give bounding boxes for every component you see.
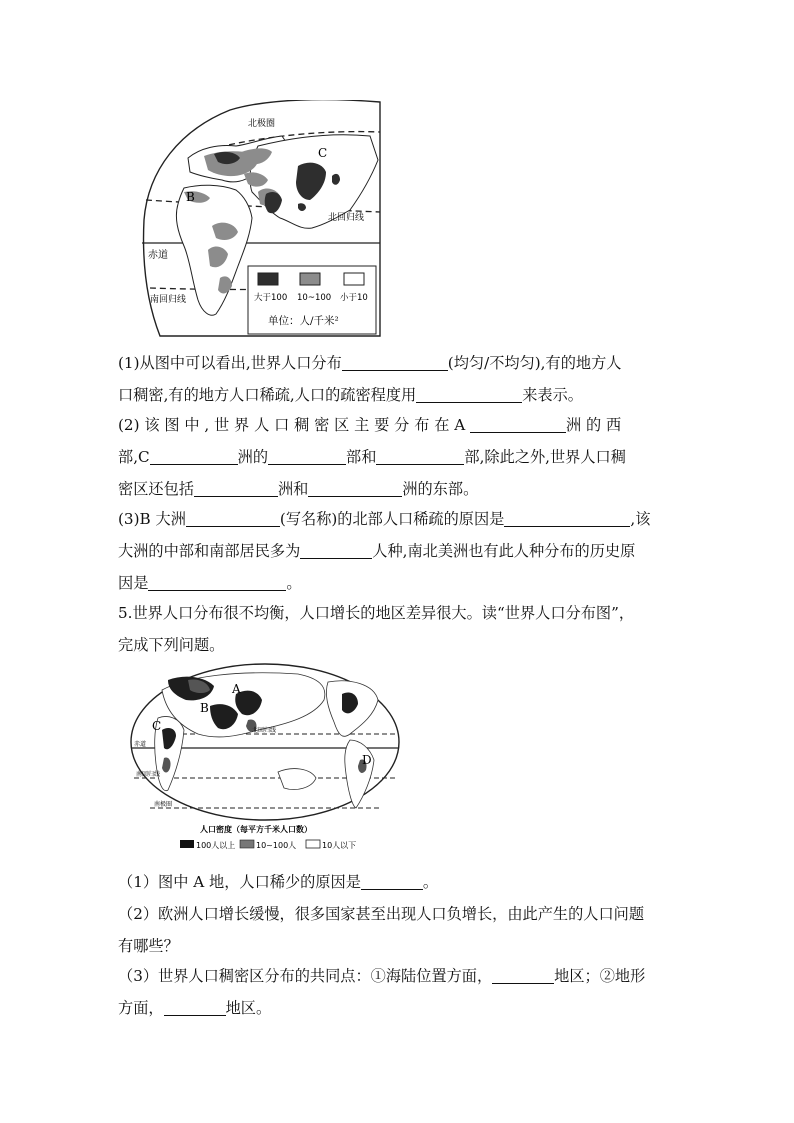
- q4-blank-region-2[interactable]: [376, 447, 464, 465]
- q4-part2-text-i: 洲的东部。: [402, 480, 479, 498]
- label-arctic-circle: 北极圈: [248, 119, 276, 129]
- map2-legend-swatch-low: [306, 840, 320, 848]
- map2-label-d: D: [362, 753, 372, 767]
- q4-blank-region-1[interactable]: [268, 447, 346, 465]
- q4-blank-density-measure[interactable]: [416, 385, 522, 403]
- q4-part1-text-c: 口稠密,有的地方人口稀疏,人口的疏密程度用: [118, 386, 417, 404]
- q4-part2: [118, 409, 678, 505]
- map1-legend: [248, 266, 376, 334]
- q5-part3-text-b: 地区；②地形: [554, 967, 646, 985]
- q5-blank-terrain[interactable]: [164, 998, 226, 1016]
- q4-part2-text-d: 洲的: [237, 448, 269, 466]
- q4-blank-dense-continent-2[interactable]: [308, 479, 402, 497]
- q4-blank-continent-b[interactable]: [186, 509, 280, 527]
- q5-part1-text-b: 。: [422, 873, 439, 891]
- label-point-b: B: [186, 190, 195, 204]
- q4-part2-text-f: 部,除此之外,世界人口稠: [464, 448, 626, 466]
- q5-part1-text-a: （1）图中 A 地，人口稀少的原因是: [118, 873, 361, 891]
- q5-part2-text-a: （2）欧洲人口增长缓慢，很多国家甚至出现人口负增长，由此产生的人口问题: [118, 905, 645, 923]
- q4-part3-text-e: 人种,南北美洲也有此人种分布的历史原: [372, 542, 636, 560]
- q4-part3-text-b: (写名称)的北部人口稀疏的原因是: [279, 510, 505, 528]
- q4-blank-sparse-reason[interactable]: [504, 509, 630, 527]
- label-tropic-capricorn: 南回归线: [150, 295, 187, 305]
- q5-part3-text-a: （3）世界人口稠密区分布的共同点：①海陆位置方面，: [118, 967, 493, 985]
- label-equator: 赤道: [148, 250, 168, 261]
- q5-part3-text-c: 方面，: [118, 999, 164, 1017]
- q5-part3: [118, 960, 678, 1024]
- q4-part1: [118, 347, 678, 411]
- map2-label-tropic-capricorn: 南回归线: [136, 771, 161, 778]
- q4-blank-race[interactable]: [300, 541, 372, 559]
- q4-part2-text-g: 密区还包括: [118, 480, 194, 498]
- map2-label-antarctic: 南极圈: [154, 801, 173, 808]
- q4-blank-dense-continent-1[interactable]: [194, 479, 278, 497]
- q4-part3-text-a: (3)B 大洲: [118, 510, 186, 528]
- q4-part1-text-a: (1)从图中可以看出,世界人口分布: [118, 354, 342, 372]
- q5-part2: [118, 898, 678, 962]
- q4-blank-continent-a[interactable]: [470, 415, 566, 433]
- map2-legend-swatch-high: [180, 840, 194, 848]
- q4-part3: [118, 503, 678, 599]
- map2-legend-item-high: 100人以上: [196, 841, 236, 850]
- q4-part3-text-d: 大洲的中部和南部居民多为: [118, 542, 301, 560]
- population-map-eurasia: [140, 100, 382, 338]
- q4-blank-distribution[interactable]: [342, 353, 448, 371]
- q5-blank-sea-land[interactable]: [492, 966, 554, 984]
- legend-item-high: 大于100: [254, 293, 288, 303]
- map2-label-tropic-cancer: 北回归线: [252, 727, 277, 734]
- map2-legend-swatch-medium: [240, 840, 254, 848]
- label-point-c: C: [318, 146, 328, 160]
- q5-part2-text-b: 有哪些？: [118, 937, 179, 955]
- map2-legend-title: 人口密度（每平方千米人口数）: [200, 825, 312, 834]
- q5-part3-text-d: 地区。: [225, 999, 272, 1017]
- q5-part1: [118, 866, 678, 898]
- legend-item-low: 小于10: [340, 293, 368, 303]
- q4-part2-text-h: 洲和: [277, 480, 309, 498]
- q5-stem-line1: 5.世界人口分布很不均衡，人口增长的地区差异很大。读“世界人口分布图”，: [118, 604, 635, 622]
- q4-part2-text-b: 洲 的 西: [566, 416, 622, 434]
- q4-part2-text-e: 部和: [346, 448, 377, 466]
- legend-swatch-high: [258, 273, 278, 285]
- q4-part1-text-b: (均匀/不均匀),有的地方人: [447, 354, 622, 372]
- legend-unit: 单位：人/千米²: [268, 315, 339, 327]
- map2-label-c: C: [152, 719, 162, 733]
- q5-stem: [118, 597, 678, 661]
- q4-part1-text-d: 来表示。: [522, 386, 583, 404]
- world-population-map: [128, 660, 403, 860]
- map2-label-equator: 赤道: [134, 741, 147, 748]
- map2-legend-item-low: 10人以下: [322, 841, 357, 850]
- legend-item-medium: 10~100: [297, 293, 332, 303]
- q4-part3-text-c: ,该: [630, 510, 651, 528]
- q4-part2-text-c: 部,C: [118, 448, 150, 466]
- q4-part2-text-a: (2) 该 图 中 , 世 界 人 口 稠 密 区 主 要 分 布 在 A: [118, 416, 466, 434]
- q5-blank-reason-a[interactable]: [361, 872, 423, 890]
- map2-label-a: A: [232, 682, 241, 696]
- q4-blank-history-reason[interactable]: [148, 573, 286, 591]
- legend-swatch-low: [344, 273, 364, 285]
- q4-part3-text-g: 。: [286, 574, 302, 592]
- q5-stem-line2: 完成下列问题。: [118, 636, 225, 654]
- legend-swatch-medium: [300, 273, 320, 285]
- q4-part3-text-f: 因是: [118, 574, 149, 592]
- map2-legend-item-medium: 10~100人: [256, 841, 297, 850]
- label-tropic-cancer: 北回归线: [328, 213, 365, 223]
- q4-blank-continent-c[interactable]: [150, 447, 238, 465]
- map2-label-b: B: [200, 701, 209, 715]
